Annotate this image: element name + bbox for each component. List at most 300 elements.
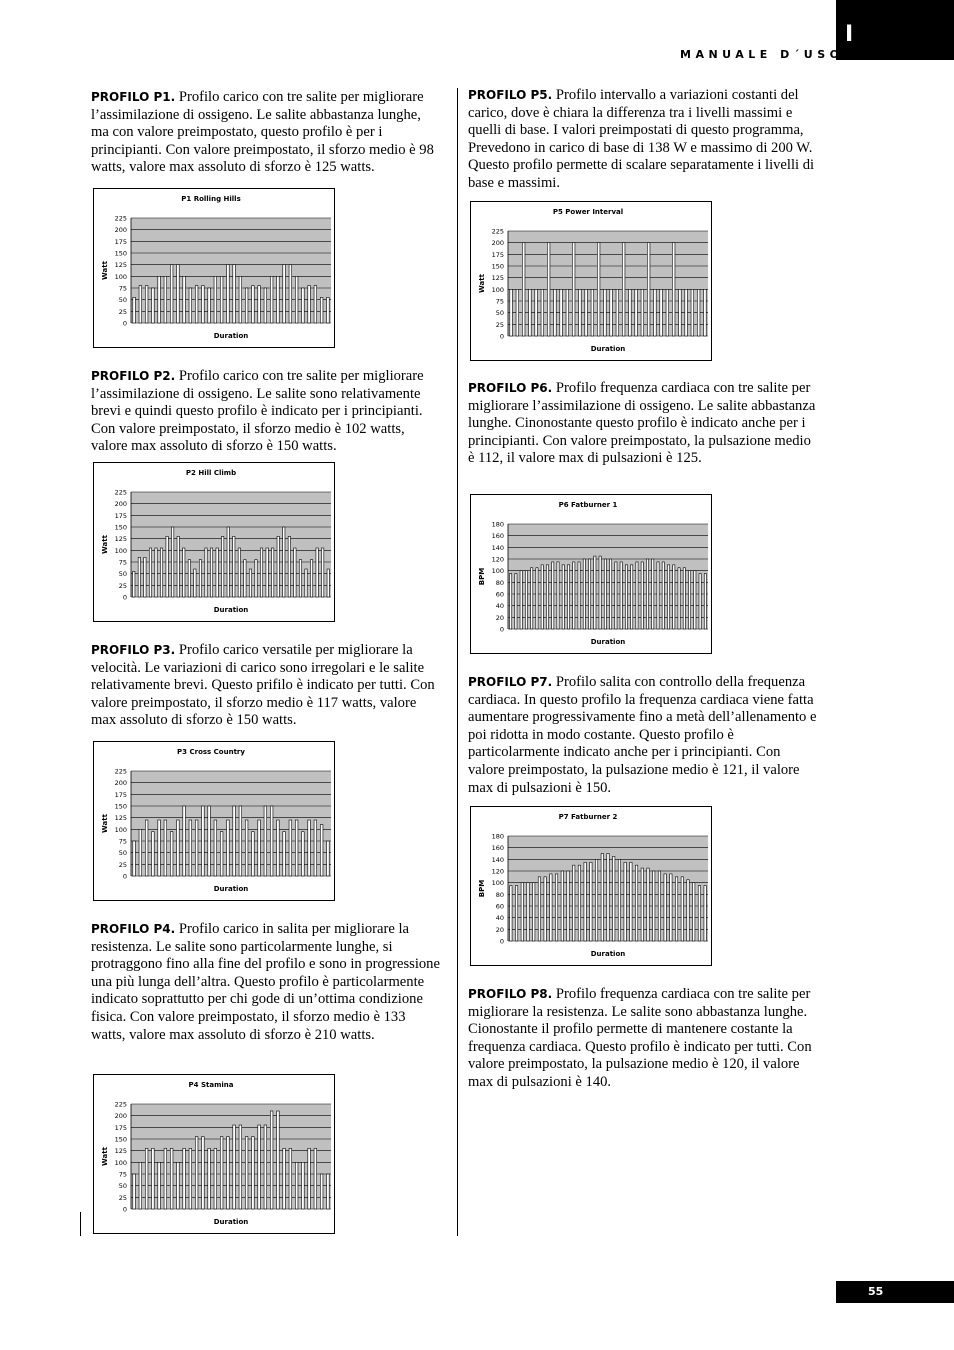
bar [641, 289, 644, 336]
bar [289, 265, 292, 323]
y-tick-label: 200 [114, 1112, 127, 1121]
y-tick-label: 100 [114, 546, 127, 555]
bar [510, 289, 513, 336]
profile-heading: PROFILO P6. [468, 381, 553, 395]
bar [164, 276, 167, 323]
bar [233, 265, 236, 323]
y-tick-label: 50 [118, 296, 127, 305]
bar [139, 1162, 142, 1209]
bar [531, 568, 533, 629]
bar [139, 286, 142, 323]
bar [622, 243, 625, 336]
bar [139, 829, 142, 876]
bar [208, 806, 211, 876]
bar [145, 286, 148, 323]
profile-text: Profilo carico con tre salite per migliorare l’assimilazione di ossigeno. Le salite abbastanza lunghe, ma con valore preimpostato, questo profilo è per i principianti. Con valore preimpostato, il sforzo medio è 98 watts, valore max assoluto di sforzo è 125 watts. [91, 89, 434, 176]
bar [573, 562, 575, 629]
bar [510, 574, 512, 629]
bar [158, 820, 161, 876]
profile-text: Profilo frequenza cardiaca con tre salite per migliorare la resistenza. Le salite sono abbastanza lunghe. Cionostante il profilo permette di mantenere costante la frequenza cardiaca. Questo profilo è indicato per tutti. Con valore preimpostato, la pulsazione medio è 120, il valore max di pulsazioni è 140. [468, 986, 812, 1090]
y-tick-label: 200 [114, 779, 127, 788]
bar [233, 1125, 236, 1209]
bar [214, 820, 217, 876]
bar [320, 1174, 323, 1209]
bar [322, 548, 324, 597]
bar [283, 1148, 286, 1209]
bar [567, 871, 569, 941]
bar [214, 276, 217, 323]
bar [327, 1174, 330, 1209]
plot-area [131, 771, 331, 876]
chart-title: P3 Cross Country [177, 748, 245, 756]
bar [189, 820, 192, 876]
chart-title: P4 Stamina [188, 1081, 234, 1089]
y-tick-label: 200 [491, 239, 504, 248]
bar [264, 288, 267, 323]
bar [302, 1162, 305, 1209]
bar [210, 548, 212, 597]
bar [636, 562, 638, 629]
bar [295, 820, 298, 876]
profile-text: Profilo carico con tre salite per migliorare l’assimilazione di ossigeno. Le salite sono relativamente brevi e quindi questo profilo è indicato per i principianti. Con valore preimpostato, il sforzo medio è 102 watts, valore max assoluto di sforzo è 150 watts. [91, 368, 424, 455]
profile-p8 [468, 986, 818, 1092]
y-tick-label: 150 [114, 523, 127, 532]
y-tick-label: 100 [114, 825, 127, 834]
chart-title: P2 Hill Climb [185, 469, 237, 477]
bar [170, 1148, 173, 1209]
bar [562, 565, 564, 629]
bar [662, 562, 664, 629]
bar [670, 874, 672, 941]
bar [698, 886, 700, 941]
bar [294, 548, 296, 597]
bar [590, 862, 592, 941]
profile-p4 [91, 921, 441, 1044]
y-tick-label: 0 [499, 625, 504, 634]
bar [560, 289, 563, 336]
bar [299, 560, 301, 597]
chart-p2 [93, 462, 335, 622]
bar [647, 243, 650, 336]
profile-heading: PROFILO P1. [91, 90, 176, 104]
bar [270, 1111, 273, 1209]
y-tick-label: 50 [495, 309, 504, 318]
bar [183, 548, 185, 597]
x-axis-label: Duration [590, 950, 626, 958]
chart-p4 [93, 1074, 335, 1234]
plot-area [508, 231, 708, 336]
y-tick-label: 25 [118, 860, 127, 869]
profile-text: Profilo carico in salita per migliorare la resistenza. Le salite sono particolarmente lunghe, si protraggono fino alla fine del profilo e sono in progressione una più lunga dell’altra. Questo profilo è particolarmente indicato soprattutto per chi gode di un’ottima condizione fisica. Con valore preimpostato, il sforzo medio è 133 watts, valore max assoluto di sforzo è 210 watts. [91, 921, 440, 1043]
bar [535, 289, 538, 336]
bar [216, 548, 218, 597]
bar [245, 1137, 248, 1209]
chart-svg [471, 807, 711, 965]
chart-svg [94, 1075, 334, 1233]
bar [646, 559, 648, 629]
bar [572, 243, 575, 336]
bar [554, 289, 557, 336]
profile-p5 [468, 87, 818, 193]
bar [264, 1125, 267, 1209]
y-tick-label: 20 [495, 613, 504, 622]
bar [295, 1162, 298, 1209]
bar [302, 288, 305, 323]
bar [152, 832, 155, 876]
bar [266, 548, 268, 597]
y-tick-label: 200 [114, 226, 127, 235]
bar [664, 874, 666, 941]
bar [152, 288, 155, 323]
bar [314, 286, 317, 323]
bar [604, 559, 606, 629]
y-tick-label: 225 [114, 214, 127, 223]
bar [149, 548, 151, 597]
bar [685, 289, 688, 336]
bar [283, 527, 285, 597]
bar [199, 560, 201, 597]
bar [635, 289, 638, 336]
bar [277, 1111, 280, 1209]
y-tick-label: 200 [114, 500, 127, 509]
bar [536, 568, 538, 629]
bar [699, 574, 701, 629]
bar [314, 820, 317, 876]
bar [641, 868, 643, 941]
y-tick-label: 25 [118, 307, 127, 316]
x-axis-label: Duration [213, 606, 249, 614]
y-axis-label: Watt [478, 274, 486, 293]
x-axis-label: Duration [213, 1218, 249, 1226]
chart-title: P6 Fatburner 1 [558, 501, 618, 509]
bar [557, 562, 559, 629]
y-tick-label: 225 [491, 227, 504, 236]
chart-p1 [93, 188, 335, 348]
y-tick-label: 75 [495, 297, 504, 306]
y-tick-label: 100 [491, 285, 504, 294]
bar [660, 289, 663, 336]
profile-p2 [91, 368, 441, 456]
bar [283, 265, 286, 323]
bar [183, 806, 186, 876]
y-tick-label: 50 [118, 1182, 127, 1191]
y-tick-label: 25 [118, 1193, 127, 1202]
chart-svg [471, 202, 711, 360]
profile-p1 [91, 89, 441, 177]
bar [652, 559, 654, 629]
bar [172, 527, 174, 597]
bar [555, 874, 557, 941]
y-tick-label: 125 [114, 1147, 127, 1156]
bar [252, 1137, 255, 1209]
y-axis-label: BPM [478, 879, 486, 898]
profile-p6 [468, 380, 818, 468]
y-tick-label: 75 [118, 284, 127, 293]
bar [538, 877, 540, 941]
bar [233, 536, 235, 597]
bar [289, 820, 292, 876]
bar [654, 289, 657, 336]
bar [194, 569, 196, 597]
bar [220, 1137, 223, 1209]
bar [688, 571, 690, 629]
bar [195, 286, 198, 323]
bar [227, 1137, 230, 1209]
bar [641, 562, 643, 629]
bar [189, 288, 192, 323]
y-tick-label: 80 [495, 578, 504, 587]
bar [327, 297, 330, 323]
bar [202, 806, 205, 876]
bar [252, 286, 255, 323]
bar [601, 854, 603, 942]
bar [177, 1162, 180, 1209]
bar [666, 289, 669, 336]
page-number: 55 [868, 1285, 884, 1298]
profile-text: Profilo intervallo a variazioni costanti del carico, dove è chiara la differenza tra i livelli massimi e quelli di base. I valori preimpostati di questo programma, Prevedono in carico di base di 138 W e massimo di 200 W. Questo profilo permette di scalare separatamente i livelli di base e massimi. [468, 87, 815, 191]
y-tick-label: 40 [495, 914, 504, 923]
bar [681, 877, 683, 941]
profile-text: Profilo frequenza cardiaca con tre salite per migliorare l’assimilazione di ossigeno. Le salite abbastanza lunghe. Cinonostante questo profilo è indicato anche per i principianti. Con valore preimpostato, la pulsazione medio è 112, il valore max di pulsazioni è 125. [468, 380, 816, 467]
bar [635, 865, 637, 941]
bar [515, 886, 517, 941]
y-tick-label: 0 [499, 332, 504, 341]
bar [264, 806, 267, 876]
profile-p3 [91, 642, 441, 730]
y-axis-label: Watt [101, 1147, 109, 1166]
y-tick-label: 0 [499, 937, 504, 946]
bar [624, 862, 626, 941]
bar [245, 288, 248, 323]
y-tick-label: 160 [491, 844, 504, 853]
bar [672, 243, 675, 336]
header-title: MANUALE D´USO [680, 48, 844, 61]
bar [308, 1148, 311, 1209]
plot-area [131, 1104, 331, 1209]
y-tick-label: 160 [491, 532, 504, 541]
bar [327, 841, 330, 876]
y-tick-label: 125 [114, 535, 127, 544]
y-tick-label: 150 [114, 249, 127, 258]
chart-p5 [470, 201, 712, 361]
bar [675, 877, 677, 941]
bar [188, 560, 190, 597]
bar [177, 265, 180, 323]
y-tick-label: 140 [491, 543, 504, 552]
profile-text: Profilo carico versatile per migliorare la velocità. Le variazioni di carico sono irregolari e le salite relativamente brevi. Questo prifilo è indicato per tutti. Con valore preimpostato, il sforzo medio è 117 watts, valore max assoluto di sforzo è 150 watts. [91, 642, 435, 729]
y-axis-label: Watt [101, 261, 109, 280]
bar [239, 806, 242, 876]
y-tick-label: 60 [495, 902, 504, 911]
y-tick-label: 40 [495, 602, 504, 611]
y-tick-label: 100 [114, 272, 127, 281]
y-tick-label: 225 [114, 767, 127, 776]
bar [631, 565, 633, 629]
column-divider [457, 88, 458, 1236]
bar [316, 548, 318, 597]
y-tick-label: 80 [495, 890, 504, 899]
y-tick-label: 180 [491, 520, 504, 529]
bar [520, 571, 522, 629]
bar [573, 865, 575, 941]
bar [145, 820, 148, 876]
chapter-tab [836, 0, 954, 60]
bar [195, 1137, 198, 1209]
chart-title: P1 Rolling Hills [181, 195, 241, 203]
y-tick-label: 150 [114, 1135, 127, 1144]
bar [288, 536, 290, 597]
bar [170, 265, 173, 323]
bar [704, 574, 706, 629]
bar [697, 289, 700, 336]
y-tick-label: 50 [118, 570, 127, 579]
y-tick-label: 60 [495, 590, 504, 599]
bar [302, 832, 305, 876]
bar [585, 289, 588, 336]
bar [527, 883, 529, 941]
profile-p7 [468, 674, 818, 797]
y-tick-label: 150 [491, 262, 504, 271]
bar [615, 562, 617, 629]
bar [183, 276, 186, 323]
bar [227, 820, 230, 876]
y-tick-label: 25 [118, 581, 127, 590]
bar [205, 548, 207, 597]
bar [133, 1174, 136, 1209]
y-tick-label: 150 [114, 802, 127, 811]
bar [610, 289, 613, 336]
bar [647, 868, 649, 941]
bar [583, 559, 585, 629]
bar [546, 565, 548, 629]
y-tick-label: 175 [491, 250, 504, 259]
bar [277, 536, 279, 597]
bar [220, 832, 223, 876]
y-axis-label: Watt [101, 535, 109, 554]
bar [584, 862, 586, 941]
chart-svg [94, 742, 334, 900]
bar [578, 562, 580, 629]
bar [177, 820, 180, 876]
bar [166, 536, 168, 597]
bar [314, 1148, 317, 1209]
bar [522, 243, 525, 336]
bar [510, 886, 512, 941]
y-tick-label: 140 [491, 855, 504, 864]
bar [599, 556, 601, 629]
bar [541, 289, 544, 336]
bar [653, 871, 655, 941]
bar [255, 560, 257, 597]
chapter-letter: I [845, 22, 854, 47]
bar [595, 859, 597, 941]
bar [305, 569, 307, 597]
bar [687, 880, 689, 941]
x-axis-label: Duration [590, 345, 626, 353]
bar [616, 289, 619, 336]
bar [550, 874, 552, 941]
bar [679, 289, 682, 336]
bar [678, 568, 680, 629]
bar [295, 276, 298, 323]
bar [620, 562, 622, 629]
bar [320, 825, 323, 876]
bar [327, 569, 329, 597]
bar [591, 289, 594, 336]
bar [144, 557, 146, 597]
y-tick-label: 100 [114, 1158, 127, 1167]
bar [320, 297, 323, 323]
bar [189, 1148, 192, 1209]
x-axis-label: Duration [590, 638, 626, 646]
bar [525, 571, 527, 629]
y-tick-label: 25 [495, 320, 504, 329]
chart-p3 [93, 741, 335, 901]
bar [239, 276, 242, 323]
chart-title: P5 Power Interval [552, 208, 624, 216]
bar [567, 565, 569, 629]
y-tick-label: 120 [491, 555, 504, 564]
y-tick-label: 100 [491, 567, 504, 576]
bar [597, 243, 600, 336]
profile-heading: PROFILO P7. [468, 675, 553, 689]
chart-p7 [470, 806, 712, 966]
bar [133, 297, 136, 323]
bar [160, 548, 162, 597]
bar [529, 289, 532, 336]
bar [547, 243, 550, 336]
bar [683, 568, 685, 629]
bar [629, 289, 632, 336]
bar [521, 883, 523, 941]
bar [544, 877, 546, 941]
bar [270, 276, 273, 323]
y-tick-label: 0 [122, 872, 127, 881]
bar [249, 569, 251, 597]
bar [704, 886, 706, 941]
bar [594, 556, 596, 629]
bar [258, 286, 261, 323]
y-tick-label: 175 [114, 790, 127, 799]
bar [552, 562, 554, 629]
bar [691, 289, 694, 336]
profile-heading: PROFILO P5. [468, 88, 553, 102]
bar [233, 806, 236, 876]
bar [667, 565, 669, 629]
x-axis-label: Duration [213, 332, 249, 340]
bar [158, 1162, 161, 1209]
profile-heading: PROFILO P3. [91, 643, 176, 657]
bar [704, 289, 707, 336]
bar [239, 1125, 242, 1209]
y-tick-label: 20 [495, 925, 504, 934]
bar [258, 820, 261, 876]
bar [183, 1148, 186, 1209]
bar [238, 548, 240, 597]
chart-svg [94, 189, 334, 347]
bar [138, 557, 140, 597]
bar [214, 1148, 217, 1209]
bar [607, 854, 609, 942]
bar [227, 527, 229, 597]
bar [630, 862, 632, 941]
bar [177, 536, 179, 597]
y-tick-label: 75 [118, 837, 127, 846]
bar [310, 560, 312, 597]
bar [152, 1148, 155, 1209]
bar [208, 288, 211, 323]
bar [561, 871, 563, 941]
